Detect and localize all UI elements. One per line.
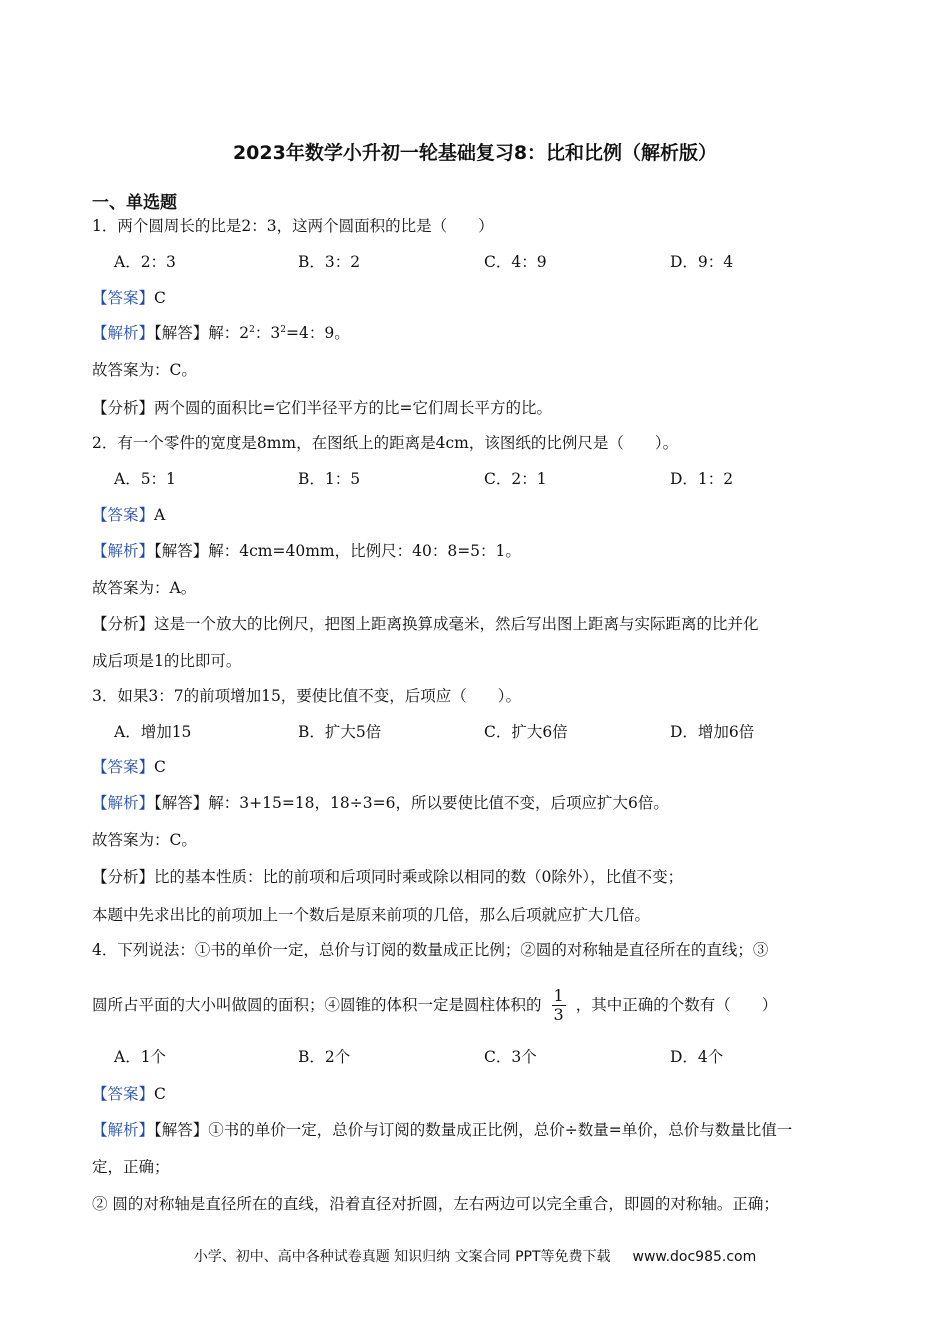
q1-fenxi-text: 两个圆的面积比=它们半径平方的比=它们周长平方的比。 — [154, 399, 552, 417]
q2-jiexi-text: 【解答】解：4cm=40mm，比例尺：40：8=5：1。 — [154, 542, 521, 560]
q2-fenxi-text-1: 这是一个放大的比例尺，把图上距离换算成毫米，然后写出图上距离与实际距离的比并化 — [154, 615, 759, 633]
q1-jiexi-text-3: =4：9。 — [285, 324, 350, 342]
footer-text: 小学、初中、高中各种试卷真题 知识归纳 文案合同 PPT等免费下载 — [193, 1249, 611, 1265]
fenxi-label: 【分析】 — [92, 615, 155, 633]
q2-option-d: D．1：2 — [670, 470, 734, 488]
analysis-label: 【解析】 — [92, 324, 155, 342]
q3-fenxi-cont: 本题中先求出比的前项加上一个数后是原来前项的几倍，那么后项就应扩大几倍。 — [92, 906, 651, 924]
q4-jiexi-text-1: 【解答】①书的单价一定，总价与订阅的数量成正比例，总价÷数量=单价，总价与数量比值一 — [154, 1121, 793, 1139]
q3-fenxi-text-1: 比的基本性质：比的前项和后项同时乘或除以相同的数（0除外），比值不变； — [154, 868, 684, 886]
q3-jiexi — [92, 791, 669, 813]
fenxi-label: 【分析】 — [92, 868, 155, 886]
q1-option-a: A．2：3 — [114, 253, 176, 271]
footer-url: www.doc985.com — [632, 1249, 757, 1265]
q4-stem-line-1: 4．下列说法：①书的单价一定，总价与订阅的数量成正比例；②圆的对称轴是直径所在的直线；③ — [92, 941, 769, 959]
analysis-label: 【解析】 — [92, 542, 155, 560]
q2-answer-value: A — [154, 506, 166, 524]
q1-fenxi — [92, 396, 552, 418]
q2-jiexi — [92, 539, 521, 561]
q3-answer — [92, 755, 166, 777]
q1-jiexi — [92, 321, 350, 343]
answer-label: 【答案】 — [92, 506, 155, 524]
q4-answer-value: C — [154, 1085, 166, 1103]
fraction-one-third — [552, 987, 566, 1025]
q4-jiexi — [92, 1118, 792, 1140]
q2-fenxi — [92, 612, 759, 634]
analysis-label: 【解析】 — [92, 1121, 155, 1139]
fraction-denominator: 3 — [553, 1005, 564, 1025]
answer-label: 【答案】 — [92, 758, 155, 776]
q4-answer — [92, 1082, 166, 1104]
q4-stem-text-a: 圆所占平面的大小叫做圆的面积；④圆锥的体积一定是圆柱体积的 — [92, 995, 542, 1014]
q1-answer-value: C — [154, 289, 166, 307]
q2-conclusion: 故答案为：A。 — [92, 579, 197, 597]
q4-stem-text-b: ，其中正确的个数有（ ） — [575, 995, 778, 1014]
q3-option-d: D．增加6倍 — [670, 723, 755, 741]
q4-jiexi-cont: 定，正确； — [92, 1158, 170, 1176]
q3-jiexi-text: 【解答】解：3+15=18，18÷3=6，所以要使比值不变，后项应扩大6倍。 — [154, 794, 669, 812]
q4-jiexi-point-2: ② 圆的对称轴是直径所在的直线，沿着直径对折圆，左右两边可以完全重合，即圆的对称轴。正确； — [92, 1195, 779, 1213]
analysis-label: 【解析】 — [92, 794, 155, 812]
q1-jiexi-text-1: 【解答】解：2 — [154, 324, 250, 342]
section-heading: 一、单选题 — [92, 193, 177, 213]
q2-stem: 2．有一个零件的宽度是8mm，在图纸上的距离是4cm，该图纸的比例尺是（ ）。 — [92, 434, 679, 452]
q3-answer-value: C — [154, 758, 166, 776]
q1-exponent-2: 2 — [280, 324, 286, 335]
q3-option-c: C．扩大6倍 — [484, 723, 568, 741]
q2-option-b: B．1：5 — [298, 470, 361, 488]
q2-answer — [92, 503, 165, 525]
q4-option-a: A．1个 — [114, 1048, 167, 1066]
page-footer — [0, 1246, 950, 1266]
q4-stem-line-2 — [92, 987, 777, 1025]
q1-option-d: D．9：4 — [670, 253, 734, 271]
q1-jiexi-text-2: ：3 — [254, 324, 281, 342]
document-title: 2023年数学小升初一轮基础复习8：比和比例（解析版） — [232, 142, 718, 164]
answer-label: 【答案】 — [92, 289, 155, 307]
q3-option-a: A．增加15 — [114, 723, 192, 741]
q2-option-a: A．5：1 — [114, 470, 176, 488]
q3-stem: 3．如果3：7的前项增加15，要使比值不变，后项应（ ）。 — [92, 687, 522, 705]
fenxi-label: 【分析】 — [92, 399, 155, 417]
q1-answer — [92, 286, 166, 308]
answer-label: 【答案】 — [92, 1085, 155, 1103]
fraction-numerator: 1 — [553, 986, 564, 1005]
q1-exponent-1: 2 — [249, 324, 255, 335]
q2-option-c: C．2：1 — [484, 470, 547, 488]
q2-fenxi-cont: 成后项是1的比即可。 — [92, 652, 242, 670]
q4-option-c: C．3个 — [484, 1048, 537, 1066]
q1-option-c: C．4：9 — [484, 253, 547, 271]
q4-option-b: B．2个 — [298, 1048, 351, 1066]
q1-conclusion: 故答案为：C。 — [92, 361, 197, 379]
q3-fenxi — [92, 865, 683, 887]
q1-option-b: B．3：2 — [298, 253, 361, 271]
q4-option-d: D．4个 — [670, 1048, 724, 1066]
q1-stem: 1．两个圆周长的比是2：3，这两个圆面积的比是（ ） — [92, 217, 494, 235]
q3-conclusion: 故答案为：C。 — [92, 831, 197, 849]
q3-option-b: B．扩大5倍 — [298, 723, 382, 741]
